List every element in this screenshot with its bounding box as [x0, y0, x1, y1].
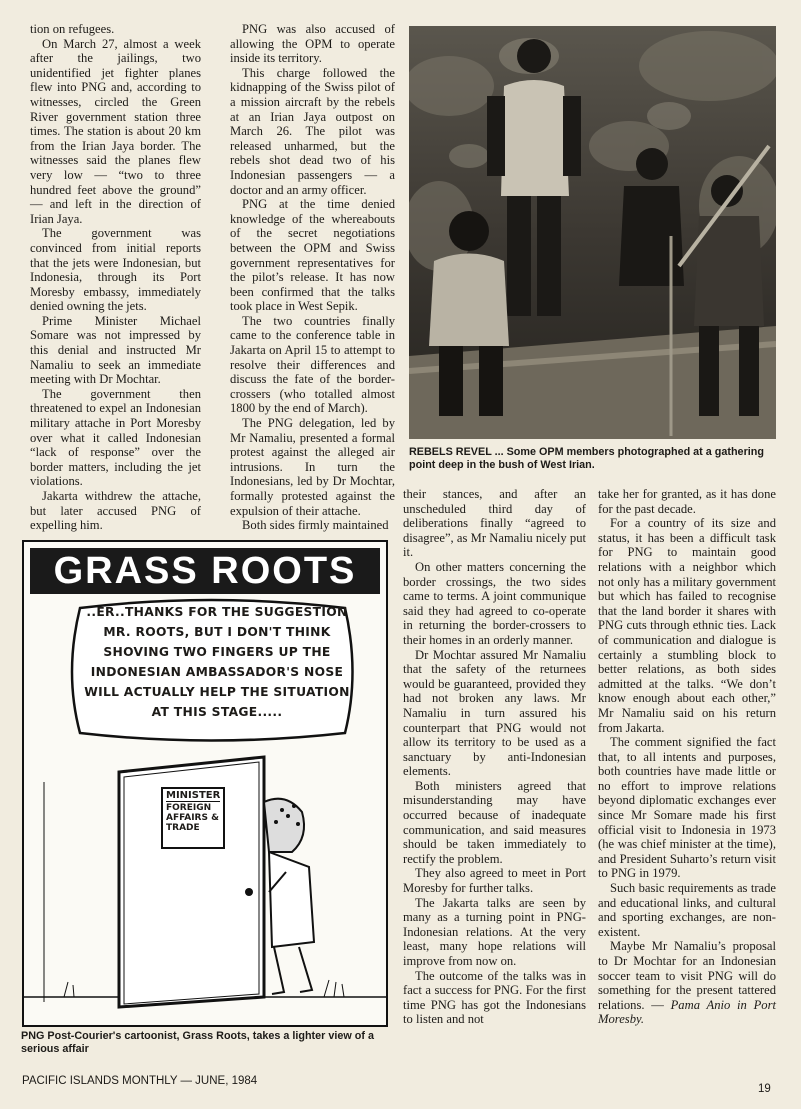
sign-title: MINISTER	[166, 790, 221, 801]
paragraph: The government was convinced from initial reports that the jets were Indonesian, but Indonesia, through its Port Moresby embassy, immediately denied owning the jets.	[30, 226, 201, 314]
paragraph: The outcome of the talks was in fact a success for PNG. For the first time PNG has got the Indonesians to listen and not	[403, 968, 586, 1027]
minister-door-sign	[161, 787, 225, 849]
paragraph: Jakarta withdrew the attache, but later accused PNG of expelling him.	[30, 489, 201, 533]
paragraph: Prime Minister Michael Somare was not impressed by this denial and instructed Mr Namaliu to seek an immediate meeting with Dr Mochtar.	[30, 313, 201, 387]
paragraph	[598, 939, 776, 1027]
paragraph: tion on refugees.	[30, 22, 115, 36]
paragraph: Such basic requirements as trade and educational links, and cultural and sporting exchanges, are non-existent.	[598, 881, 776, 939]
paragraph: Both ministers agreed that misunderstanding may have occurred because of inadequate communication, and said measures should be taken immediately to rectify the problem.	[403, 778, 586, 866]
paragraph: Dr Mochtar assured Mr Namaliu that the safety of the returnees would be guaranteed, provided they had not broken any laws. Mr Namaliu in turn assured his counterpart that PNG would not allow its territory to be used as a sanctuary by anti-Indonesian elements.	[403, 647, 586, 779]
rebels-photo	[409, 26, 776, 439]
paragraph: For a country of its size and status, it has been a difficult task for PNG to maintain good relations with a neighbor which not only has a military government but which has failed to recognise that the land border it shares with PNG cuts through ethnic ties. Lack of communication and dialogue is certainly a stumbling block to better relations, as both sides admitted at the talks. “We don’t know enough about each other,” Mr Namaliu said on his return from Jakarta.	[598, 516, 776, 735]
paragraph: The comment signified the fact that, to all intents and purposes, both countries have made little or no effort to improve relations beyond diplomatic exchanges ever since Mr Somare made his first official visit to Indonesia in 1973 (he was chief minister at the time), and President Suharto’s return visit to PNG in 1979.	[598, 735, 776, 881]
cartoon-caption: PNG Post-Courier's cartoonist, Grass Roots, takes a lighter view of a serious affair	[21, 1030, 374, 1055]
byline: Pama Anio in Port Moresby.	[598, 997, 776, 1027]
article-column-3	[403, 487, 586, 1027]
paragraph: The Jakarta talks are seen by many as a turning point in PNG-Indonesian relations. At the very least, many hope relations will improve from now on.	[403, 895, 586, 968]
publication-footer: PACIFIC ISLANDS MONTHLY — JUNE, 1984	[22, 1075, 258, 1087]
page-number: 19	[758, 1083, 771, 1095]
cartoon-speech: ..ER..THANKS FOR THE SUGGESTION MR. ROOTS, BUT I DON'T THINK SHOVING TWO FINGERS UP THE INDONESIAN AMBASSADOR'S NOSE WILL ACTUALLY HELP THE SITUATION AT THIS STAGE.....	[84, 605, 350, 719]
paragraph: The PNG delegation, led by Mr Namaliu, presented a formal protest against the alleged air intrusions. In turn the Indonesians, led by Dr Mochtar, formally protested against the expulsion of their attache.	[230, 416, 395, 518]
paragraph: PNG at the time denied knowledge of the whereabouts of the secret negotiations between the OPM and Swiss government representatives for the pilot’s release. It has now been confirmed that the talks took place in West Sepik.	[230, 197, 395, 314]
photo-caption: REBELS REVEL ... Some OPM members photographed at a gathering point deep in the bush of West Irian.	[409, 446, 764, 471]
paragraph: On other matters concerning the border crossings, the two sides came to terms. A joint communique said they had agreed to co-operate in returning the border-crossers to their homes in an orderly manner.	[403, 559, 586, 647]
paragraph: PNG was also accused of allowing the OPM to operate inside its territory.	[230, 22, 395, 66]
paragraph: The government then threatened to expel an Indonesian military attache in Port Moresby over what it called Indonesian “lack of response” over the border matters, including the jet violations.	[30, 386, 201, 489]
cartoon-title: GRASS ROOTS	[30, 548, 380, 594]
paragraph-text: Maybe Mr Namaliu’s proposal to Dr Mochtar for an Indonesian soccer team to visit PNG will do something for the present tattered relations. —	[598, 939, 776, 1012]
paragraph: The two countries finally came to the conference table in Jakarta on April 15 to attempt to resolve their differences and discuss the fate of the border-crossers (who totalled almost 1800 by the end of March).	[230, 313, 395, 416]
sign-subtitle: FOREIGN AFFAIRS & TRADE	[166, 803, 219, 833]
paragraph: take her for granted, as it has done for the past decade.	[598, 487, 776, 516]
article-column-2	[230, 22, 395, 533]
photo-illustration	[409, 26, 776, 439]
paragraph: Both sides firmly maintained	[242, 518, 389, 533]
door-illustration	[24, 742, 386, 1025]
paragraph: their stances, and after an unscheduled third day of deliberations finally “agreed to disagree”, as Mr Namaliu nicely put it.	[403, 487, 586, 560]
article-column-4	[598, 487, 776, 1027]
paragraph: They also agreed to meet in Port Moresby for further talks.	[403, 866, 586, 896]
paragraph: On March 27, almost a week after the jailings, two unidentified jet fighter planes flew into PNG and, according to witnesses, circled the Green River government station three times. The station is about 20 km from the Irian Jaya border. The witnesses said the planes flew very low — “two to three hundred feet above the ground” — and left in the direction of Irian Jaya.	[30, 36, 201, 226]
paragraph: This charge followed the kidnapping of the Swiss pilot of a mission aircraft by the rebels at an Irian Jaya outpost on March 26. The pilot was released unharmed, but the rebels shot dead two of his Indonesian passengers — a doctor and an army officer.	[230, 65, 395, 197]
grass-roots-cartoon	[22, 540, 388, 1027]
article-column-1	[30, 22, 201, 533]
